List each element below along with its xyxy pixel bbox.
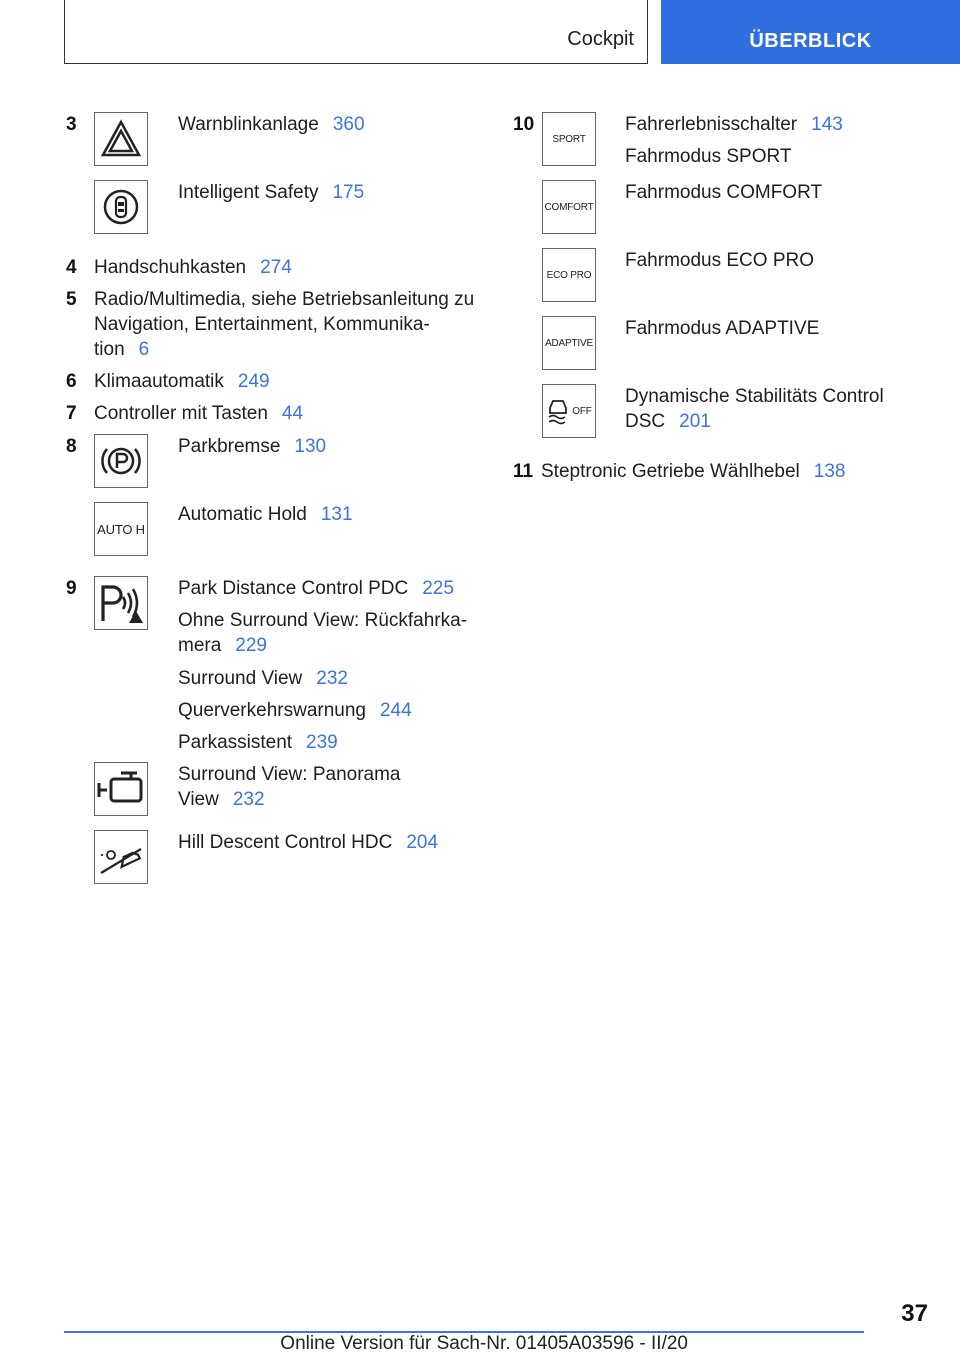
section-title: Cockpit: [567, 28, 634, 50]
entry-rear-camera: [178, 633, 267, 658]
sport-mode-label: Fahrmodus SPORT: [625, 146, 792, 167]
item-number-6: 6: [66, 371, 77, 392]
footer-version-text: Online Version für Sach-Nr. 01405A03596 - II/20: [280, 1333, 688, 1354]
entry-hdc: [178, 830, 438, 855]
radio-line-2: Navigation, Entertainment, Kommunika-: [94, 314, 430, 335]
comfort-mode-icon: [542, 180, 596, 234]
climate-page-link[interactable]: 249: [237, 371, 270, 392]
parking-brake-icon: [94, 434, 148, 488]
entry-parking-brake: [178, 434, 326, 459]
rear-camera-line-2: mera: [178, 635, 222, 656]
intelligent-safety-label: Intelligent Safety: [178, 182, 319, 203]
steptronic-page-link[interactable]: 138: [813, 461, 846, 482]
item-number-10: 10: [513, 114, 535, 135]
eco-pro-mode-icon: [542, 248, 596, 302]
park-assist-page-link[interactable]: 239: [306, 732, 338, 753]
item-number-9: 9: [66, 578, 77, 599]
chapter-tab[interactable]: [661, 0, 960, 64]
hdc-page-link[interactable]: 204: [406, 832, 439, 853]
surround-view-page-link[interactable]: 232: [316, 668, 348, 689]
auto-hold-label: Automatic Hold: [178, 504, 307, 525]
entry-controller: [94, 401, 303, 426]
parking-brake-label: Parkbremse: [178, 436, 281, 457]
panorama-page-link[interactable]: 232: [232, 789, 265, 810]
entry-cross-traffic: [178, 698, 412, 723]
entry-auto-hold: [178, 502, 353, 527]
item-number-11: 11: [513, 461, 534, 482]
park-distance-control-icon: [94, 576, 148, 630]
radio-page-link[interactable]: 6: [138, 339, 150, 360]
cross-traffic-label: Querverkehrswarnung: [178, 700, 366, 721]
park-assist-label: Parkassistent: [178, 732, 293, 753]
glove-box-page-link[interactable]: 274: [260, 257, 292, 278]
adaptive-mode-label: Fahrmodus ADAPTIVE: [625, 318, 820, 339]
item-number-5: 5: [66, 289, 77, 310]
auto-hold-page-link[interactable]: 131: [320, 504, 353, 525]
hill-descent-control-icon: [94, 830, 148, 884]
dsc-off-icon: [542, 384, 596, 438]
adaptive-mode-icon: [542, 316, 596, 370]
entry-radio-end: [94, 337, 149, 362]
climate-label: Klimaautomatik: [94, 371, 224, 392]
entry-intelligent-safety: [178, 180, 364, 205]
entry-climate: [94, 369, 270, 394]
eco-pro-mode-label: Fahrmodus ECO PRO: [625, 250, 814, 271]
entry-glove-box: [94, 255, 292, 280]
surround-view-label: Surround View: [178, 668, 303, 689]
intelligent-safety-page-link[interactable]: 175: [332, 182, 365, 203]
entry-drive-switch: [625, 112, 843, 137]
header-frame: [64, 0, 648, 64]
entry-steptronic: [541, 459, 845, 484]
radio-line-1: Radio/Multimedia, siehe Betriebsanleitung zu: [94, 289, 475, 310]
dsc-line-1: Dynamische Stabilitäts Control: [625, 386, 884, 407]
item-number-4: 4: [66, 257, 77, 278]
item-number-3: 3: [66, 114, 77, 135]
eco-icon-text: ECO PRO: [546, 269, 592, 281]
auto-hold-icon: [94, 502, 148, 556]
drive-switch-page-link[interactable]: 143: [811, 114, 843, 135]
radio-line-3: tion: [94, 339, 125, 360]
entry-panorama-view: [178, 787, 265, 812]
dsc-line-2: DSC: [625, 411, 666, 432]
entry-pdc: [178, 576, 454, 601]
steptronic-label: Steptronic Getriebe Wählhebel: [541, 461, 800, 482]
hazard-warning-icon: [94, 112, 148, 166]
hazard-warning-label: Warnblinkanlage: [178, 114, 319, 135]
comfort-icon-text: COMFORT: [544, 201, 594, 213]
page-number: 37: [901, 1300, 928, 1327]
item-number-7: 7: [66, 403, 77, 424]
panorama-view-icon: [94, 762, 148, 816]
rear-camera-line-1: Ohne Surround View: Rückfahrka-: [178, 610, 468, 631]
entry-dsc: [625, 409, 711, 434]
glove-box-label: Handschuhkasten: [94, 257, 247, 278]
sport-icon-text: SPORT: [552, 133, 586, 145]
controller-page-link[interactable]: 44: [281, 403, 304, 424]
dsc-page-link[interactable]: 201: [679, 411, 711, 432]
hdc-label: Hill Descent Control HDC: [178, 832, 393, 853]
chapter-tab-label: ÜBERBLICK: [749, 29, 872, 52]
sport-mode-icon: [542, 112, 596, 166]
controller-label: Controller mit Tasten: [94, 403, 268, 424]
cross-traffic-page-link[interactable]: 244: [379, 700, 412, 721]
pdc-page-link[interactable]: 225: [422, 578, 454, 599]
drive-switch-label: Fahrerlebnisschalter: [625, 114, 798, 135]
panorama-line-1: Surround View: Panorama: [178, 764, 401, 785]
panorama-line-2: View: [178, 789, 219, 810]
comfort-mode-label: Fahrmodus COMFORT: [625, 182, 823, 203]
entry-surround-view: [178, 666, 348, 691]
pdc-label: Park Distance Control PDC: [178, 578, 409, 599]
hazard-warning-page-link[interactable]: 360: [332, 114, 365, 135]
auto-hold-icon-text: AUTO H: [97, 521, 145, 537]
parking-brake-page-link[interactable]: 130: [294, 436, 327, 457]
adaptive-icon-text: ADAPTIVE: [545, 337, 593, 349]
dsc-icon-text: OFF: [572, 405, 592, 417]
entry-park-assist: [178, 730, 338, 755]
entry-hazard-warning: [178, 112, 365, 137]
rear-camera-page-link[interactable]: 229: [235, 635, 267, 656]
intelligent-safety-icon: [94, 180, 148, 234]
item-number-8: 8: [66, 436, 77, 457]
